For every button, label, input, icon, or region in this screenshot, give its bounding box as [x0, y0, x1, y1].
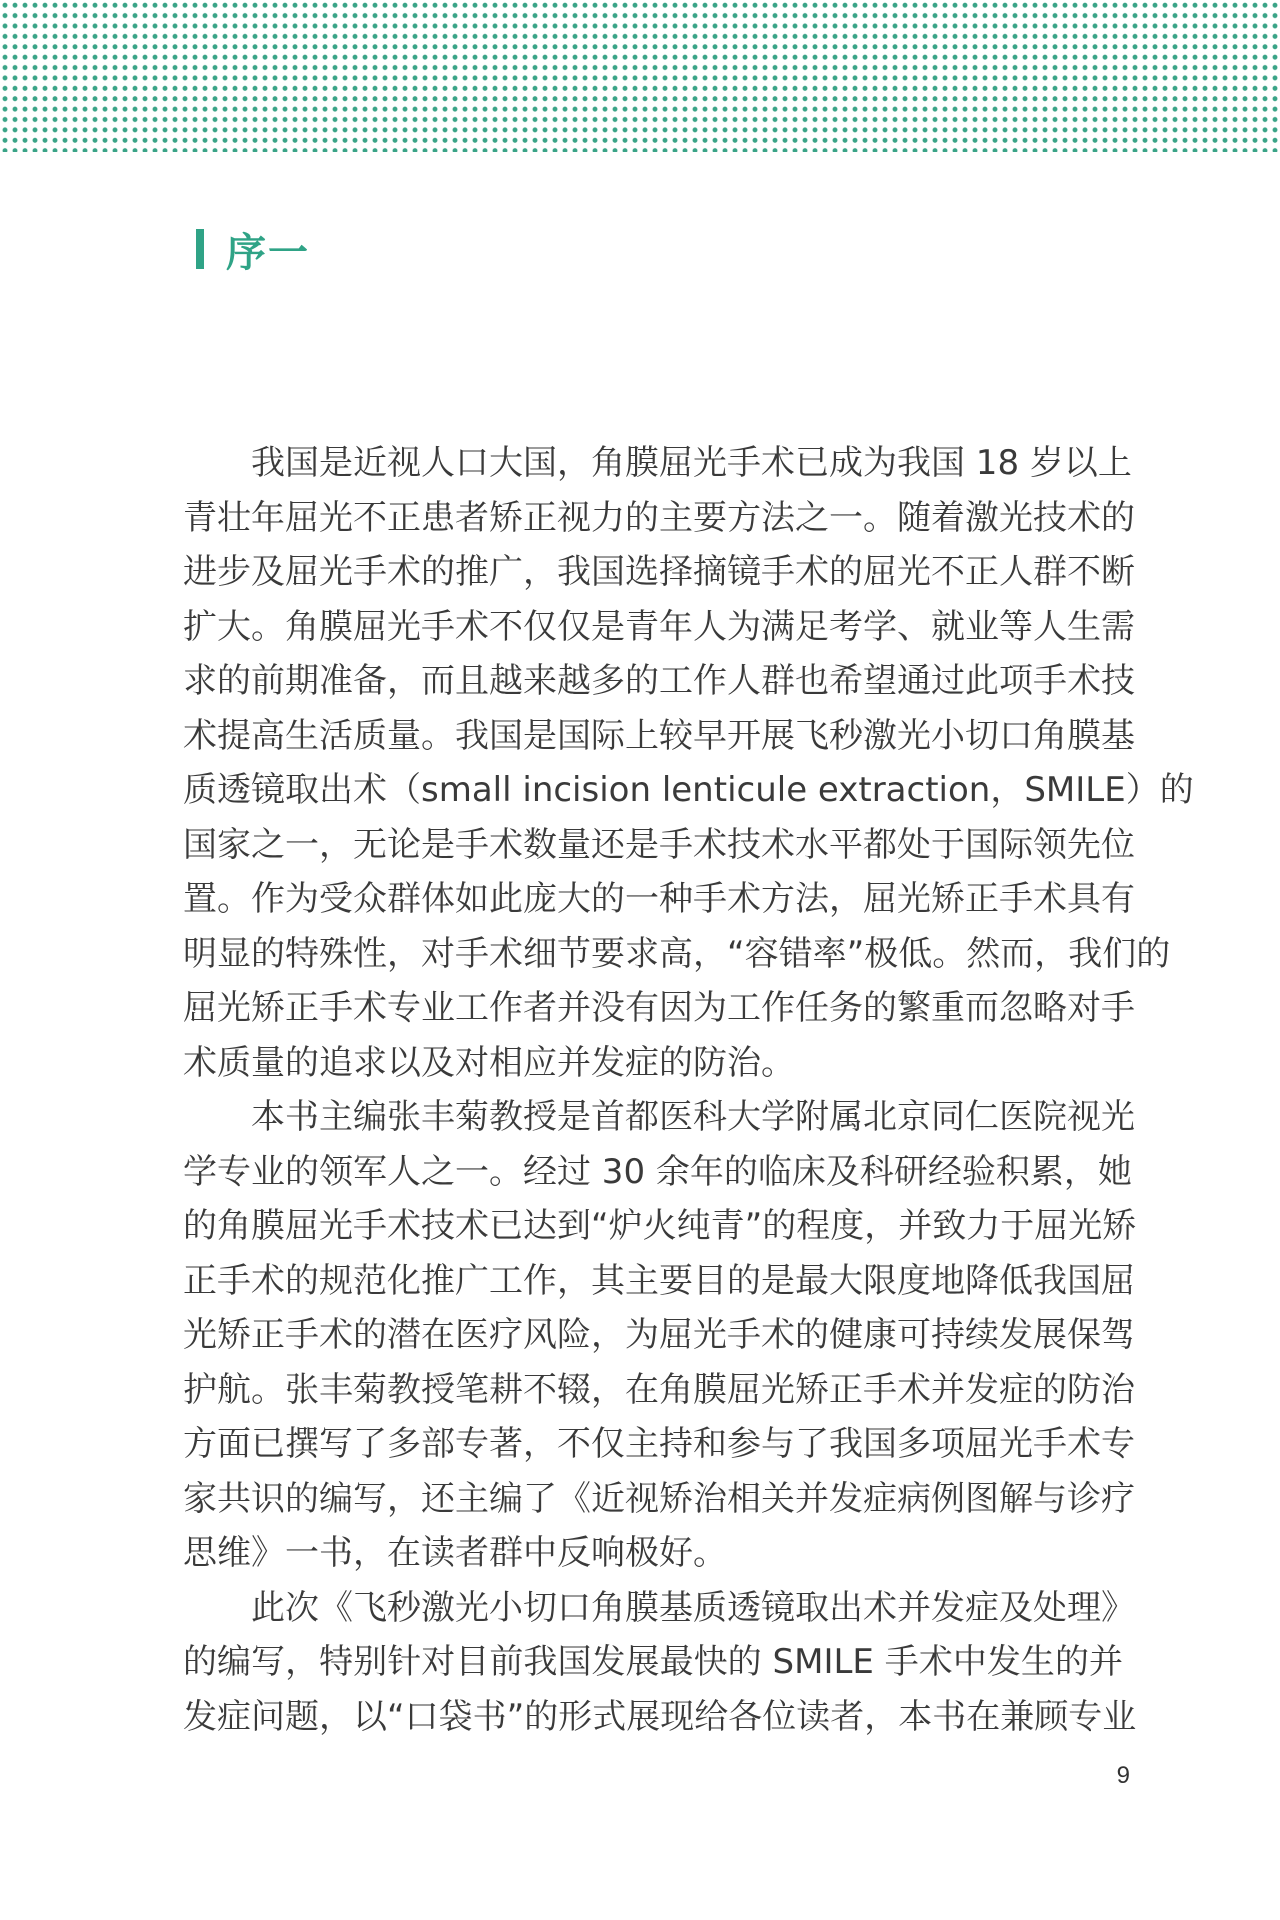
heading-title: 序一 — [226, 229, 310, 276]
paragraph-line: 屈光矫正手术专业工作者并没有因为工作任务的繁重而忽略对手 — [183, 988, 1135, 1028]
paragraph-line: 国家之一，无论是手术数量还是手术技术水平都处于国际领先位 — [183, 824, 1135, 865]
paragraph-line: 术提高生活质量。我国是国际上较早开展飞秒激光小切口角膜基 — [183, 715, 1135, 756]
paragraph-line: 本书主编张丰菊教授是首都医科大学附属北京同仁医院视光 — [251, 1097, 1135, 1137]
paragraph-line: 的编写，特别针对目前我国发展最快的 SMILE 手术中发生的并 — [183, 1642, 1123, 1682]
paragraph-line: 明显的特殊性，对手术细节要求高，“容错率”极低。然而，我们的 — [183, 933, 1171, 974]
paragraph-line: 进步及屈光手术的推广，我国选择摘镜手术的屈光不正人群不断 — [183, 552, 1135, 592]
paragraph-line: 术质量的追求以及对相应并发症的防治。 — [183, 1042, 795, 1083]
paragraph-line: 家共识的编写，还主编了《近视矫治相关并发症病例图解与诊疗 — [183, 1478, 1135, 1519]
section-heading — [196, 222, 310, 276]
heading-accent-bar — [196, 229, 204, 269]
paragraph-line: 置。作为受众群体如此庞大的一种手术方法，屈光矫正手术具有 — [183, 879, 1135, 919]
paragraph-line: 此次《飞秒激光小切口角膜基质透镜取出术并发症及处理》 — [251, 1587, 1135, 1628]
paragraph-line: 正手术的规范化推广工作，其主要目的是最大限度地降低我国屈 — [183, 1260, 1135, 1301]
paragraph-line: 发症问题，以“口袋书”的形式展现给各位读者，本书在兼顾专业 — [183, 1696, 1137, 1737]
paragraph-line: 护航。张丰菊教授笔耕不辍，在角膜屈光矫正手术并发症的防治 — [183, 1369, 1135, 1410]
paragraph-line: 求的前期准备，而且越来越多的工作人群也希望通过此项手术技 — [183, 661, 1135, 701]
paragraph-line: 的角膜屈光手术技术已达到“炉火纯青”的程度，并致力于屈光矫 — [183, 1206, 1137, 1246]
paragraph-line: 光矫正手术的潜在医疗风险，为屈光手术的健康可持续发展保驾 — [183, 1315, 1135, 1355]
body-text — [183, 436, 1194, 1744]
page-number: 9 — [1116, 1762, 1130, 1789]
paragraph-line: 扩大。角膜屈光手术不仅仅是青年人为满足考学、就业等人生需 — [183, 606, 1135, 647]
paragraph-line: 方面已撰写了多部专著，不仅主持和参与了我国多项屈光手术专 — [183, 1424, 1135, 1464]
dotted-header-band — [0, 0, 1280, 152]
paragraph-line: 质透镜取出术（small incision lenticule extraction，SMILE）的 — [183, 770, 1194, 810]
paragraph-line: 我国是近视人口大国，角膜屈光手术已成为我国 18 岁以上 — [251, 443, 1132, 483]
paragraph-line: 青壮年屈光不正患者矫正视力的主要方法之一。随着激光技术的 — [183, 497, 1135, 538]
paragraph-line: 学专业的领军人之一。经过 30 余年的临床及科研经验积累，她 — [183, 1151, 1132, 1192]
paragraph-line: 思维》一书，在读者群中反响极好。 — [183, 1533, 727, 1573]
